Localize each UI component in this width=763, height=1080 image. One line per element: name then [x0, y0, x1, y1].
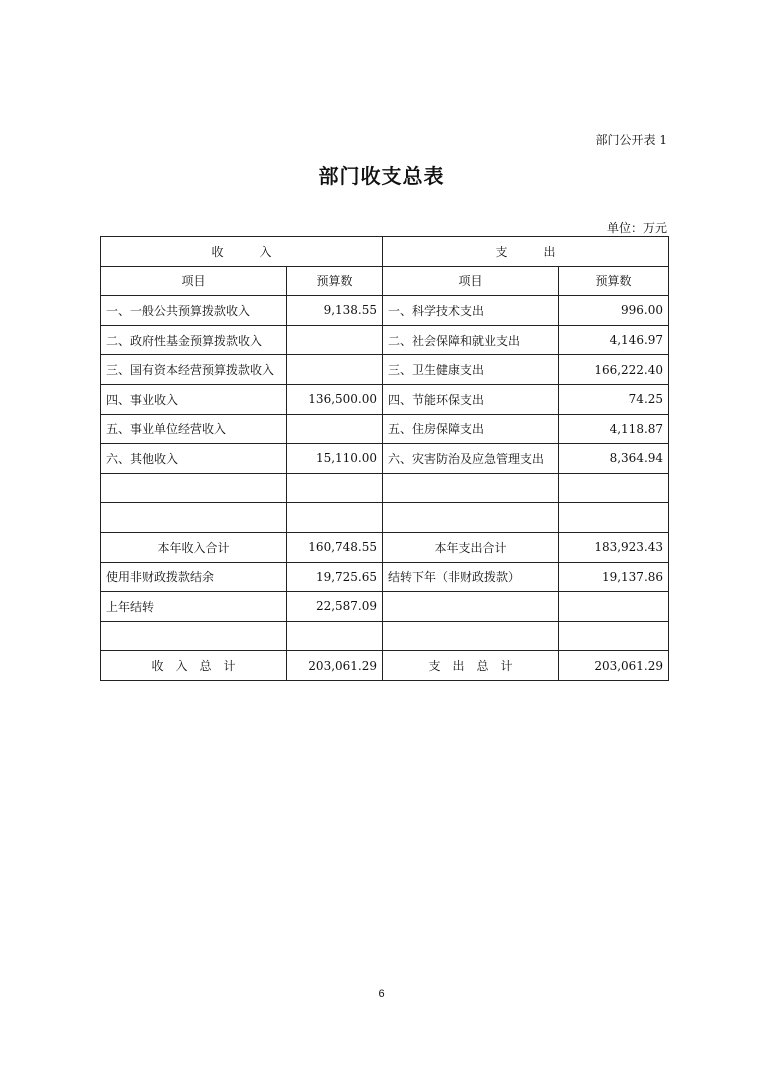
income-value: [287, 473, 383, 503]
income-total-value: 203,061.29: [287, 651, 383, 681]
income-item: [101, 621, 287, 651]
expense-item: [383, 503, 559, 533]
expense-value: 74.25: [559, 384, 669, 414]
income-total-label: 收 入 总 计: [101, 651, 287, 681]
income-item: 上年结转: [101, 592, 287, 622]
expense-item: 结转下年（非财政拨款）: [383, 562, 559, 592]
expense-value: [559, 503, 669, 533]
expense-value: [559, 621, 669, 651]
expense-value: [559, 592, 669, 622]
income-value: [287, 355, 383, 385]
income-value: 136,500.00: [287, 384, 383, 414]
income-value: 22,587.09: [287, 592, 383, 622]
expense-value: 4,146.97: [559, 325, 669, 355]
col-header-expense-budget: 预算数: [559, 266, 669, 296]
income-item: 一、一般公共预算拨款收入: [101, 296, 287, 326]
col-header-income-item: 项目: [101, 266, 287, 296]
expense-value: [559, 473, 669, 503]
table-row: [101, 384, 669, 414]
table-row-empty: [101, 621, 669, 651]
table-row: [101, 592, 669, 622]
table-row: [101, 296, 669, 326]
expense-item: [383, 621, 559, 651]
income-subtotal-label: 本年收入合计: [101, 532, 287, 562]
col-header-income-budget: 预算数: [287, 266, 383, 296]
expense-value: 4,118.87: [559, 414, 669, 444]
table-row-empty: [101, 473, 669, 503]
income-value: 15,110.00: [287, 444, 383, 474]
table-row: [101, 414, 669, 444]
expense-item: 三、卫生健康支出: [383, 355, 559, 385]
income-item: [101, 473, 287, 503]
income-item: [101, 503, 287, 533]
income-item: 六、其他收入: [101, 444, 287, 474]
unit-label: 单位：万元: [606, 221, 667, 235]
expense-item: 五、住房保障支出: [383, 414, 559, 444]
expense-total-label: 支 出 总 计: [383, 651, 559, 681]
expense-item: [383, 473, 559, 503]
expense-value: 996.00: [559, 296, 669, 326]
income-item: 三、国有资本经营预算拨款收入: [101, 355, 287, 385]
header-row: [101, 237, 669, 267]
income-value: [287, 503, 383, 533]
column-header-row: [101, 266, 669, 296]
income-value: [287, 325, 383, 355]
expense-item: 二、社会保障和就业支出: [383, 325, 559, 355]
income-value: 9,138.55: [287, 296, 383, 326]
income-expense-table: [100, 236, 669, 681]
page-title: 部门收支总表: [318, 164, 445, 188]
expense-value: 166,222.40: [559, 355, 669, 385]
expense-item: 四、节能环保支出: [383, 384, 559, 414]
table-row-empty: [101, 503, 669, 533]
table-row: [101, 444, 669, 474]
expense-item: 六、灾害防治及应急管理支出: [383, 444, 559, 474]
income-header: 收 入: [101, 237, 383, 267]
expense-header: 支 出: [383, 237, 669, 267]
table-row: [101, 355, 669, 385]
expense-item: [383, 592, 559, 622]
col-header-expense-item: 项目: [383, 266, 559, 296]
expense-subtotal-label: 本年支出合计: [383, 532, 559, 562]
total-row: [101, 651, 669, 681]
income-value: 19,725.65: [287, 562, 383, 592]
income-value: [287, 621, 383, 651]
income-subtotal-value: 160,748.55: [287, 532, 383, 562]
expense-value: 8,364.94: [559, 444, 669, 474]
expense-total-value: 203,061.29: [559, 651, 669, 681]
income-item: 四、事业收入: [101, 384, 287, 414]
expense-item: 一、科学技术支出: [383, 296, 559, 326]
income-item: 使用非财政拨款结余: [101, 562, 287, 592]
income-item: 二、政府性基金预算拨款收入: [101, 325, 287, 355]
table-row: [101, 325, 669, 355]
page-number: 6: [378, 988, 385, 1000]
subtotal-row: [101, 532, 669, 562]
income-value: [287, 414, 383, 444]
expense-subtotal-value: 183,923.43: [559, 532, 669, 562]
table-label: 部门公开表 1: [595, 133, 667, 147]
expense-value: 19,137.86: [559, 562, 669, 592]
table-row: [101, 562, 669, 592]
income-item: 五、事业单位经营收入: [101, 414, 287, 444]
